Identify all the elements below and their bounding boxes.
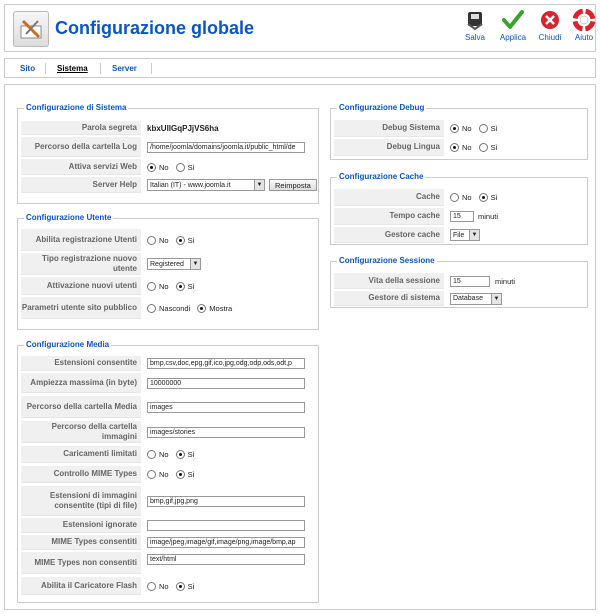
user-config-fieldset (17, 213, 319, 330)
session-handler-row (334, 291, 584, 306)
reg-type-label: Tipo registrazione nuovo utente (21, 253, 141, 275)
maxsize-input[interactable]: 10000000 (147, 378, 305, 389)
tab-divider (151, 63, 152, 74)
restrict-no-radio[interactable]: No (147, 450, 169, 459)
session-lifetime-label: Vita della sessione (334, 273, 444, 289)
log-path-row (21, 137, 315, 157)
help-button[interactable]: Aiuto (566, 9, 600, 42)
frontend-show-radio[interactable]: Mostra (197, 304, 232, 313)
webservices-row (21, 159, 315, 175)
cache-row (334, 189, 584, 206)
tab-sito[interactable]: Sito (20, 64, 36, 73)
reg-type-row (21, 253, 315, 275)
page-title: Configurazione globale (55, 18, 255, 38)
ext-row (21, 356, 315, 371)
ext-input[interactable]: bmp,csv,doc,epg,gif,ico,jpg,odg,odp,ods,odt,p (147, 358, 305, 369)
restrict-si-radio[interactable]: Sì (176, 450, 195, 459)
cache-si-radio[interactable]: Sì (479, 193, 498, 202)
image-path-row (21, 421, 315, 443)
chevron-down-icon: ▼ (491, 294, 501, 304)
image-ext-input[interactable]: bmp,gif,jpg,png (147, 496, 305, 507)
restrict-row (21, 446, 315, 463)
tab-bar (4, 58, 596, 78)
mime-check-si-radio[interactable]: Sì (176, 470, 195, 479)
flash-row (21, 577, 315, 595)
cache-time-label: Tempo cache (334, 208, 444, 225)
allow-reg-no-radio[interactable]: No (147, 236, 169, 245)
ignore-ext-label: Estensioni ignorate (21, 518, 141, 533)
helpserver-row (21, 177, 315, 193)
config-logo-icon (13, 11, 49, 47)
mime-illegal-label: MIME Types non consentiti (21, 552, 141, 574)
allow-reg-label: Abilita registrazione Utenti (21, 229, 141, 251)
log-path-label: Percorso della cartella Log (21, 137, 141, 157)
activation-si-radio[interactable]: Sì (176, 282, 195, 291)
secret-row (21, 121, 315, 135)
close-icon (539, 9, 561, 31)
media-config-legend: Configurazione Media (26, 340, 110, 349)
reg-type-select[interactable]: Registered ▼ (147, 258, 201, 270)
allow-reg-row (21, 229, 315, 251)
chevron-down-icon: ▼ (190, 259, 200, 269)
webservices-si-radio[interactable]: Sì (176, 163, 195, 172)
cache-handler-row (334, 227, 584, 243)
media-path-input[interactable]: images (147, 402, 305, 413)
debug-config-fieldset (330, 103, 588, 160)
cache-label: Cache (334, 189, 444, 206)
flash-si-radio[interactable]: Sì (176, 582, 195, 591)
session-handler-select[interactable]: Database ▼ (450, 293, 502, 305)
tab-divider (100, 63, 101, 74)
cache-config-fieldset (330, 172, 588, 245)
toolbar-header (4, 4, 596, 52)
maxsize-row (21, 373, 315, 393)
log-path-input[interactable]: /home/joomla/domains/joomla.it/public_html/de (147, 142, 305, 153)
tab-server[interactable]: Server (112, 64, 137, 73)
helpserver-label: Server Help (21, 177, 141, 193)
ext-label: Estensioni consentite (21, 356, 141, 371)
cache-config-legend: Configurazione Cache (339, 172, 424, 181)
webservices-no-radio[interactable]: No (147, 163, 169, 172)
activation-row (21, 277, 315, 295)
cache-handler-label: Gestore cache (334, 227, 444, 243)
debug-system-row (334, 120, 584, 137)
image-path-input[interactable]: images/stories (147, 427, 305, 438)
cache-no-radio[interactable]: No (450, 193, 472, 202)
image-ext-label: Estensioni di immagini consentite (tipi di file) (21, 486, 141, 516)
main-panel (4, 84, 596, 610)
debug-system-si-radio[interactable]: Sì (479, 124, 498, 133)
session-lifetime-input[interactable]: 15 (450, 276, 490, 287)
mime-allowed-row (21, 535, 315, 550)
debug-system-label: Debug Sistema (334, 120, 444, 137)
session-config-legend: Configurazione Sessione (339, 256, 435, 265)
chevron-down-icon: ▼ (469, 230, 479, 240)
mime-illegal-input[interactable]: text/html (147, 554, 305, 565)
debug-language-row (334, 139, 584, 156)
secret-label: Parola segreta (21, 121, 141, 135)
mime-check-row (21, 466, 315, 483)
image-path-label: Percorso della cartella immagini (21, 421, 141, 443)
reset-button[interactable]: Reimposta (269, 179, 317, 191)
flash-no-radio[interactable]: No (147, 582, 169, 591)
debug-config-legend: Configurazione Debug (339, 103, 425, 112)
save-button[interactable]: Salva (457, 9, 493, 42)
tab-sistema[interactable]: Sistema (57, 64, 88, 73)
mime-allowed-input[interactable]: image/jpeg,image/gif,image/png,image/bmp,ap (147, 537, 305, 548)
system-config-legend: Configurazione di Sistema (26, 103, 127, 112)
frontend-hide-radio[interactable]: Nascondi (147, 304, 190, 313)
webservices-label: Attiva servizi Web (21, 159, 141, 175)
debug-language-label: Debug Lingua (334, 139, 444, 156)
chevron-down-icon: ▼ (254, 180, 264, 190)
mime-allowed-label: MIME Types consentiti (21, 535, 141, 550)
lifebuoy-icon (573, 9, 595, 31)
debug-language-si-radio[interactable]: Sì (479, 143, 498, 152)
tab-divider (45, 63, 46, 74)
user-config-legend: Configurazione Utente (26, 213, 112, 222)
frontend-params-label: Parametri utente sito pubblico (21, 297, 141, 319)
debug-system-no-radio[interactable]: No (450, 124, 472, 133)
debug-language-no-radio[interactable]: No (450, 143, 472, 152)
ignore-ext-input[interactable] (147, 520, 305, 531)
close-button[interactable]: Chiudi (532, 9, 568, 42)
media-config-fieldset (17, 340, 319, 603)
system-config-fieldset (17, 103, 319, 204)
allow-reg-si-radio[interactable]: Sì (176, 236, 195, 245)
mime-illegal-row (21, 552, 315, 574)
mime-check-label: Controllo MIME Types (21, 466, 141, 483)
session-lifetime-unit: minuti (495, 276, 516, 286)
flash-label: Abilita il Caricatore Flash (21, 577, 141, 595)
checkmark-icon (502, 9, 524, 31)
session-handler-label: Gestore di sistema (334, 291, 444, 306)
restrict-label: Caricamenti limitati (21, 446, 141, 463)
cache-time-row (334, 208, 584, 225)
maxsize-label: Ampiezza massima (in byte) (21, 373, 141, 393)
save-icon (464, 9, 486, 31)
apply-button[interactable]: Applica (495, 9, 531, 42)
cache-time-unit: minuti (478, 212, 499, 221)
cache-time-input[interactable]: 15 (450, 211, 474, 222)
ignore-ext-row (21, 518, 315, 533)
mime-check-no-radio[interactable]: No (147, 470, 169, 479)
media-path-row (21, 396, 315, 418)
frontend-params-row (21, 297, 315, 319)
image-ext-row (21, 486, 315, 516)
activation-no-radio[interactable]: No (147, 282, 169, 291)
media-path-label: Percorso della cartella Media (21, 396, 141, 418)
cache-handler-select[interactable]: File ▼ (450, 229, 480, 241)
activation-label: Attivazione nuovi utenti (21, 277, 141, 295)
helpserver-select[interactable]: Italian (IT) - www.joomla.it ▼ (147, 179, 265, 191)
session-lifetime-row (334, 273, 584, 289)
secret-value: kbxUllGqPJjVS6ha (147, 123, 219, 133)
session-config-fieldset (330, 256, 588, 308)
